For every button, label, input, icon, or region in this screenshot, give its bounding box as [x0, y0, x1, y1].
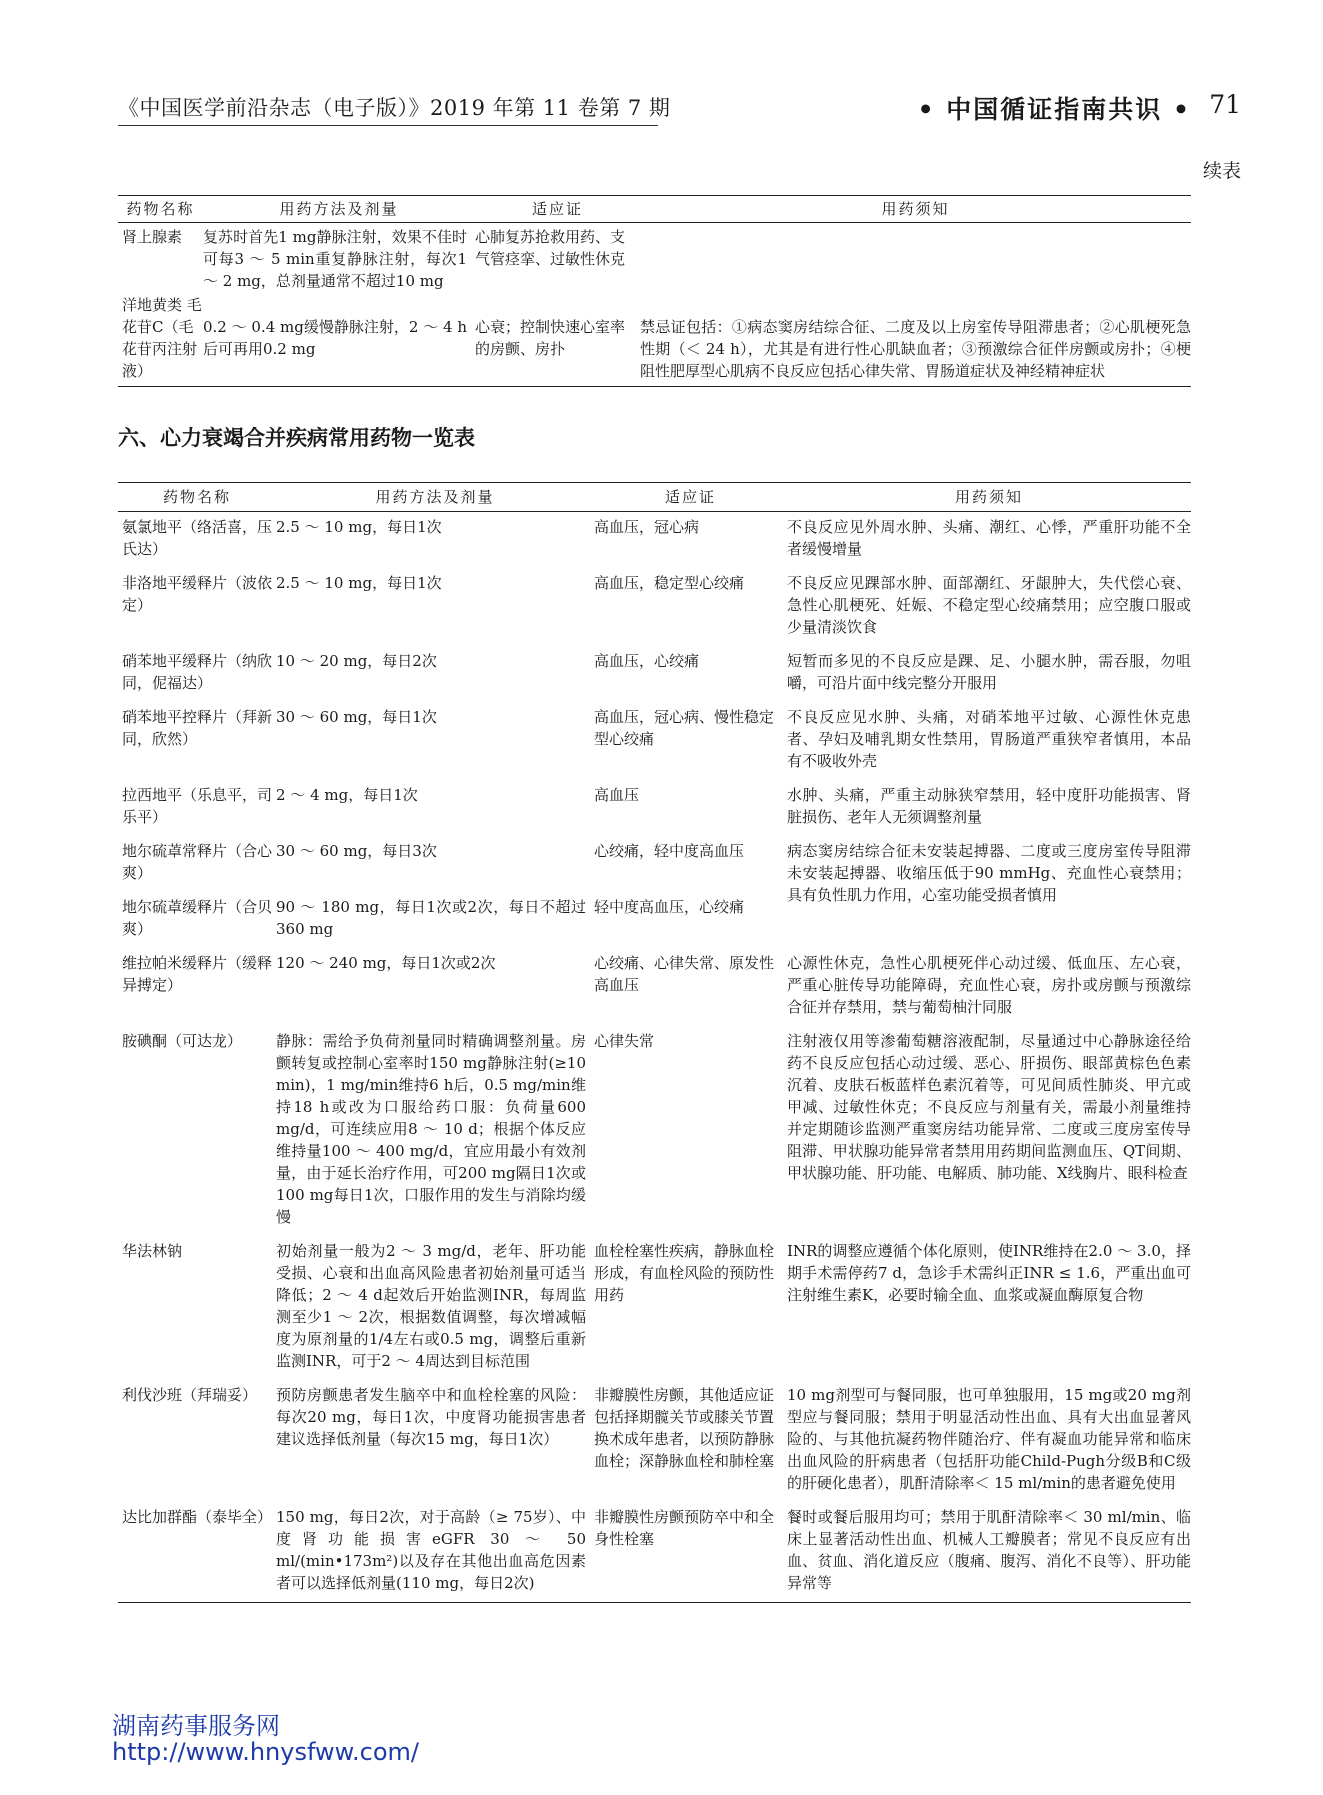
drug-dose: 10 ～ 20 mg，每日2次: [276, 652, 437, 670]
drug-indication: 高血压，冠心病: [594, 518, 700, 536]
table-row: [118, 836, 1191, 892]
drug-dose: 30 ～ 60 mg，每日1次: [276, 708, 437, 726]
drug-indication: 心衰；控制快速心室率的房颤、房扑: [475, 318, 626, 358]
drug-notes: 不良反应见水肿、头痛，对硝苯地平过敏、心源性休克患者、孕妇及哺乳期女性禁用，胃肠道严重狭窄者慎用，本品有不吸收外壳: [787, 708, 1191, 770]
column-header-name: 药物名称: [118, 196, 203, 223]
table-row: [118, 512, 1191, 569]
table-header-row: [118, 483, 1191, 512]
drug-indication: 高血压，冠心病、慢性稳定型心绞痛: [594, 708, 775, 748]
continued-drug-table: [118, 195, 1191, 387]
drug-indication: 心绞痛、心律失常、原发性高血压: [594, 954, 775, 994]
drug-notes: 不良反应见外周水肿、头痛、潮红、心悸，严重肝功能不全者缓慢增量: [787, 518, 1191, 558]
drug-notes: 禁忌证包括：①病态窦房结综合征、二度及以上房室传导阻滞患者；②心肌梗死急性期（＜ 24 h），尤其是有进行性心肌缺血者；③预激综合征伴房颤或房扑；④梗阻性肥厚型心肌病不良反应包括心律失常、胃肠道症状及神经精神症状: [640, 318, 1191, 380]
drug-dose: 2.5 ～ 10 mg，每日1次: [276, 574, 442, 592]
drug-indication: 非瓣膜性房颤预防卒中和全身性栓塞: [594, 1508, 775, 1548]
drug-dose: 预防房颤患者发生脑卒中和血栓栓塞的风险：每次20 mg，每日1次，中度肾功能损害患者建议选择低剂量（每次15 mg，每日1次）: [276, 1386, 586, 1448]
column-header-indication: 适应证: [594, 483, 787, 512]
table-row: [118, 292, 1191, 387]
drug-indication: 高血压，稳定型心绞痛: [594, 574, 745, 592]
drug-dose: 90 ～ 180 mg，每日1次或2次，每日不超过360 mg: [276, 898, 586, 938]
drug-dose: 2 ～ 4 mg，每日1次: [276, 786, 418, 804]
drug-dose: 0.2 ～ 0.4 mg缓慢静脉注射，2 ～ 4 h后可再用0.2 mg: [203, 318, 467, 358]
drug-name: 非洛地平缓释片（波依定）: [122, 574, 273, 614]
drug-name: 氨氯地平（络活喜，压氏达）: [122, 518, 273, 558]
column-header-notes: 用药须知: [640, 196, 1191, 223]
drug-indication: 心绞痛，轻中度高血压: [594, 842, 745, 860]
table-row: [118, 780, 1191, 836]
drug-indication: 血栓栓塞性疾病，静脉血栓形成，有血栓风险的预防性用药: [594, 1242, 775, 1304]
watermark-url[interactable]: http://www.hnysfww.com/: [112, 1738, 420, 1766]
column-header-dose: 用药方法及剂量: [276, 483, 594, 512]
drug-name: 地尔硫䓬缓释片（合贝爽）: [122, 898, 273, 938]
drug-name: 肾上腺素: [122, 228, 183, 246]
drug-name: 胺碘酮（可达龙）: [122, 1032, 243, 1050]
drug-name: 利伐沙班（拜瑞妥）: [122, 1386, 258, 1404]
drug-name: 达比加群酯（泰毕全）: [122, 1508, 273, 1526]
continued-label: 续表: [1202, 160, 1241, 182]
drug-notes: 10 mg剂型可与餐同服，也可单独服用，15 mg或20 mg剂型应与餐同服；禁用于明显活动性出血、具有大出血显著风险的、与其他抗凝药物伴随治疗、伴有凝血功能异常和临床出血风险的肝病患者（包括肝功能Child-Pugh分级B和C级的肝硬化患者），肌酐清除率＜ 15 ml/min的患者避免使用: [787, 1386, 1191, 1492]
table-row: [118, 1236, 1191, 1380]
table-row: [118, 646, 1191, 702]
drug-dose: 2.5 ～ 10 mg，每日1次: [276, 518, 442, 536]
drug-dose: 静脉：需给予负荷剂量同时精确调整剂量。房颤转复或控制心室率时150 mg静脉注射(≥10 min)，1 mg/min维持6 h后，0.5 mg/min维持18 h或改为口服给药口服：负荷量600 mg/d，可连续应用8 ～ 10 d；根据个体反应维持量100 ～ 400 mg/d，宜应用最小有效剂量，由于延长治疗作用，可200 mg隔日1次或100 mg每日1次，口服作用的发生与消除均缓慢: [276, 1032, 586, 1226]
drug-notes: 病态窦房结综合征未安装起搏器、二度或三度房室传导阻滞未安装起搏器、收缩压低于90 mmHg、充血性心衰禁用；具有负性肌力作用，心室功能受损者慎用: [787, 842, 1191, 904]
table-row: [118, 1026, 1191, 1236]
column-header-name: 药物名称: [118, 483, 276, 512]
table-row: [118, 568, 1191, 646]
drug-name: 地尔硫䓬常释片（合心爽）: [122, 842, 273, 882]
drug-dose: 复苏时首先1 mg静脉注射，效果不佳时可每3 ～ 5 min重复静脉注射，每次1 ～ 2 mg，总剂量通常不超过10 mg: [203, 228, 467, 290]
drug-indication: 轻中度高血压，心绞痛: [594, 898, 745, 916]
drug-notes: 不良反应见踝部水肿、面部潮红、牙龈肿大，失代偿心衰、急性心肌梗死、妊娠、不稳定型心绞痛禁用；应空腹口服或少量清淡饮食: [787, 574, 1191, 636]
drug-name: 拉西地平（乐息平，司乐平）: [122, 786, 273, 826]
drug-notes: 水肿、头痛，严重主动脉狭窄禁用，轻中度肝功能损害、肾脏损伤、老年人无须调整剂量: [787, 786, 1191, 826]
drug-name: 硝苯地平控释片（拜新同，欣然）: [122, 708, 273, 748]
drug-notes: 短暂而多见的不良反应是踝、足、小腿水肿，需吞服，勿咀嚼，可沿片面中线完整分开服用: [787, 652, 1191, 692]
column-header-notes: 用药须知: [787, 483, 1191, 512]
drug-dose: 初始剂量一般为2 ～ 3 mg/d，老年、肝功能受损、心衰和出血高风险患者初始剂量可适当降低；2 ～ 4 d起效后开始监测INR，每周监测至少1 ～ 2次，根据数值调整，每次增减幅度为原剂量的1/4左右或0.5 mg，调整后重新监测INR，可于2 ～ 4周达到目标范围: [276, 1242, 586, 1370]
drug-dose: 120 ～ 240 mg，每日1次或2次: [276, 954, 496, 972]
page-number: 71: [1209, 90, 1241, 119]
watermark-site-name: 湖南药事服务网: [112, 1712, 280, 1740]
drug-name: 硝苯地平缓释片（纳欣同，伲福达）: [122, 652, 273, 692]
table-row: [118, 1502, 1191, 1603]
drug-dose: 30 ～ 60 mg，每日3次: [276, 842, 437, 860]
table-row: [118, 223, 1191, 293]
drug-name: 华法林钠: [122, 1242, 183, 1260]
header-rule: [118, 125, 658, 126]
column-header-dose: 用药方法及剂量: [203, 196, 475, 223]
column-header-indication: 适应证: [475, 196, 640, 223]
drug-indication: 高血压，心绞痛: [594, 652, 700, 670]
table-row: [118, 948, 1191, 1026]
drug-notes: 餐时或餐后服用均可；禁用于肌酐清除率＜ 30 ml/min、临床上显著活动性出血、机械人工瓣膜者；常见不良反应有出血、贫血、消化道反应（腹痛、腹泻、消化不良等）、肝功能异常等: [787, 1508, 1191, 1592]
drug-name: 洋地黄类 毛花苷C（毛花苷丙注射液）: [122, 296, 202, 380]
comorbidity-drug-table: [118, 482, 1191, 1603]
section-heading: 六、心力衰竭合并疾病常用药物一览表: [118, 426, 475, 450]
drug-indication: 高血压: [594, 786, 640, 804]
drug-notes: 注射液仅用等渗葡萄糖溶液配制，尽量通过中心静脉途径给药不良反应包括心动过缓、恶心、肝损伤、眼部黄棕色色素沉着、皮肤石板蓝样色素沉着等，可见间质性肺炎、甲亢或甲减、过敏性休克；不良反应与剂量有关，需最小剂量维持并定期随诊监测严重窦房结功能异常、二度或三度房室传导阻滞、甲状腺功能异常者禁用用药期间监测血压、QT间期、甲状腺功能、肝功能、电解质、肺功能、X线胸片、眼科检查: [787, 1032, 1191, 1182]
table-row: [118, 1380, 1191, 1502]
journal-header: 《中国医学前沿杂志（电子版）》2019 年第 11 卷第 7 期: [118, 96, 671, 120]
drug-indication: 心肺复苏抢救用药、支气管痉挛、过敏性休克: [475, 228, 626, 268]
table-row: [118, 702, 1191, 780]
drug-indication: 心律失常: [594, 1032, 655, 1050]
drug-name: 维拉帕米缓释片（缓释异搏定）: [122, 954, 273, 994]
drug-notes: [640, 223, 1191, 293]
drug-notes: 心源性休克，急性心肌梗死伴心动过缓、低血压、左心衰，严重心脏传导功能障碍，充血性心衰，房扑或房颤与预激综合征并存禁用，禁与葡萄柚汁同服: [787, 954, 1191, 1016]
section-header: • 中国循证指南共识 •: [917, 95, 1191, 124]
drug-notes: INR的调整应遵循个体化原则，使INR维持在2.0 ～ 3.0，择期手术需停药7 d，急诊手术需纠正INR ≤ 1.6，严重出血可注射维生素K，必要时输全血、血浆或凝血酶原复合物: [787, 1242, 1191, 1304]
drug-dose: 150 mg，每日2次，对于高龄（≥ 75岁）、中度肾功能损害eGFR 30 ～ 50 ml/(min•173m²)以及存在其他出血高危因素者可以选择低剂量(110 mg，每日2次): [276, 1508, 586, 1592]
table-header-row: [118, 196, 1191, 223]
drug-indication: 非瓣膜性房颤，其他适应证包括择期髋关节或膝关节置换术成年患者，以预防静脉血栓；深静脉血栓和肺栓塞: [594, 1386, 775, 1470]
